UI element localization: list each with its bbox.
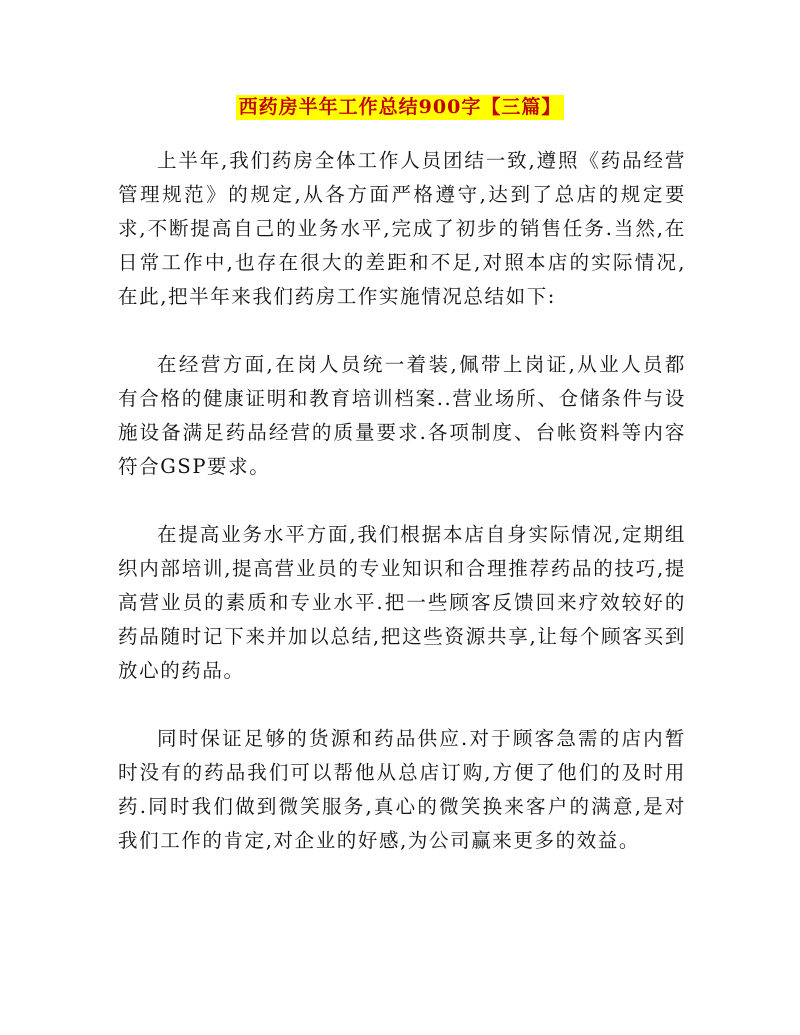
document-title: 西药房半年工作总结900字【三篇】	[236, 95, 565, 120]
paragraph-intro: 上半年,我们药房全体工作人员团结一致,遵照《药品经营管理规范》的规定,从各方面严格遵守,达到了总店的规定要求,不断提高自己的业务水平,完成了初步的销售任务.当然,在日常工作中,也存在很大的差距和不足,对照本店的实际情况,在此,把半年来我们药房工作实施情况总结如下:	[118, 149, 686, 308]
title-container	[0, 95, 800, 120]
paragraph-training: 在提高业务水平方面,我们根据本店自身实际情况,定期组织内部培训,提高营业员的专业知识和合理推荐药品的技巧,提高营业员的素质和专业水平.把一些顾客反馈回来疗效较好的药品随时记下来并加以总结,把这些资源共享,让每个顾客买到放心的药品。	[118, 523, 686, 682]
document-body	[118, 144, 686, 892]
paragraph-operations: 在经营方面,在岗人员统一着装,佩带上岗证,从业人员都有合格的健康证明和教育培训档案..营业场所、仓储条件与设施设备满足药品经营的质量要求.各项制度、台帐资料等内容符合GSP要求。	[118, 353, 686, 478]
paragraph-supply: 同时保证足够的货源和药品供应.对于顾客急需的店内暂时没有的药品我们可以帮他从总店订购,方便了他们的及时用药.同时我们做到微笑服务,真心的微笑换来客户的满意,是对我们工作的肯定,对企业的好感,为公司赢来更多的效益。	[118, 727, 686, 852]
